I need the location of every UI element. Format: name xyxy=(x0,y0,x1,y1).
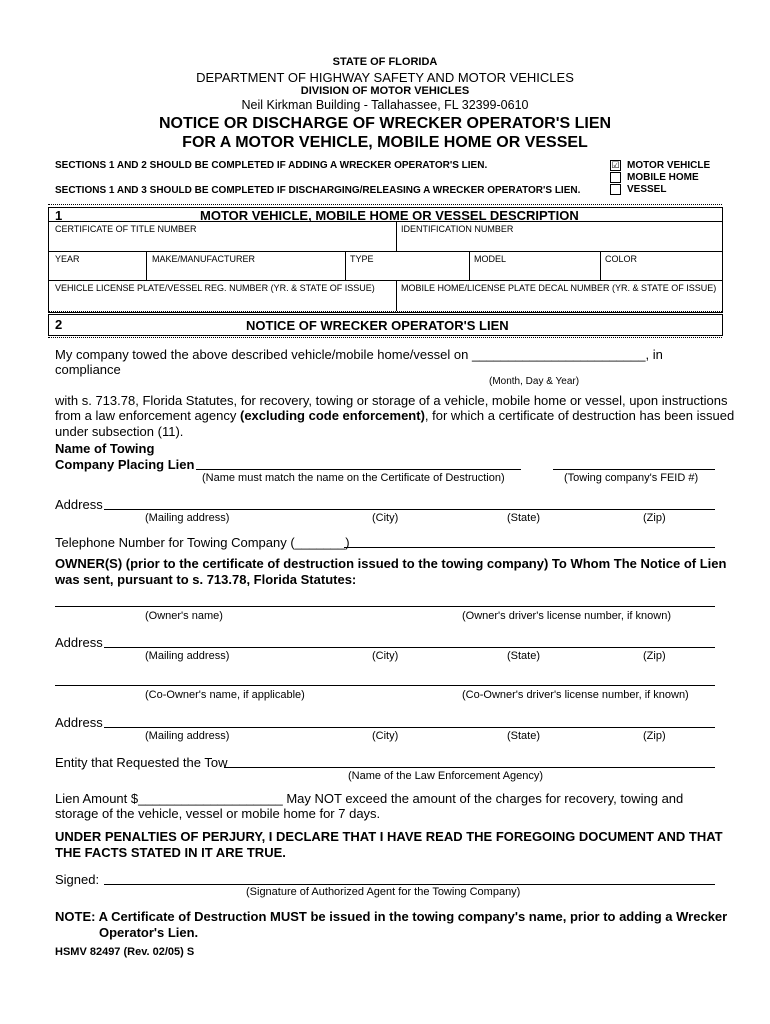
instruction-discharging: SECTIONS 1 AND 3 SHOULD BE COMPLETED IF DISCHARGING/RELEASING A WRECKER OPERATOR'S LIEN. xyxy=(55,185,581,196)
coowner-name-input[interactable] xyxy=(55,685,715,686)
motor-vehicle-label: MOTOR VEHICLE xyxy=(627,160,711,171)
vessel-label: VESSEL xyxy=(627,184,667,195)
title-cert-field[interactable]: CERTIFICATE OF TITLE NUMBER xyxy=(55,224,197,234)
lien-amount-line: Lien Amount $____________________ May NOT exceed the amount of the charges for recovery, towing and xyxy=(55,791,684,806)
owner-city-hint: (City) xyxy=(372,650,399,662)
coowner-address-label: Address xyxy=(55,715,103,730)
city-hint: (City) xyxy=(372,512,399,524)
section2-title: NOTICE OF WRECKER OPERATOR'S LIEN xyxy=(246,318,509,333)
form-title-line2: FOR A MOTOR VEHICLE, MOBILE HOME OR VESSEL xyxy=(182,134,588,151)
note-line2: Operator's Lien. xyxy=(99,925,199,940)
agency-hint: (Name of the Law Enforcement Agency) xyxy=(348,770,544,782)
telephone-input[interactable] xyxy=(344,547,715,548)
towed-statement: My company towed the above described vehicle/mobile home/vessel on ________________________, in xyxy=(55,347,663,362)
feid-input[interactable] xyxy=(553,469,715,470)
division-heading: DIVISION OF MOTOR VEHICLES xyxy=(300,85,470,97)
mobile-home-checkbox[interactable] xyxy=(610,172,621,183)
statute-line1: with s. 713.78, Florida Statutes, for recovery, towing or storage of a vehicle, mobile home or vessel, upon instructions xyxy=(55,393,728,408)
form-title-line1: NOTICE OR DISCHARGE OF WRECKER OPERATOR'S LIEN xyxy=(158,115,612,132)
coowner-city-hint: (City) xyxy=(372,730,399,742)
owner-address-label: Address xyxy=(55,635,103,650)
owners-heading-cont: was sent, pursuant to s. 713.78, Florida Statutes: xyxy=(55,572,357,587)
section2-number: 2 xyxy=(55,317,63,332)
zip-hint: (Zip) xyxy=(643,512,666,524)
section1-title: MOTOR VEHICLE, MOBILE HOME OR VESSEL DESCRIPTION xyxy=(200,208,579,223)
plate-field[interactable]: VEHICLE LICENSE PLATE/VESSEL REG. NUMBER (YR. & STATE OF ISSUE) xyxy=(55,283,375,293)
towing-name-label: Name of Towing xyxy=(55,441,155,456)
type-field[interactable]: TYPE xyxy=(350,254,374,264)
owner-name-input[interactable] xyxy=(55,606,715,607)
motor-vehicle-checkbox[interactable]: ☑ xyxy=(611,160,620,170)
coowner-address-input[interactable] xyxy=(104,727,715,728)
state-hint: (State) xyxy=(507,512,541,524)
color-field[interactable]: COLOR xyxy=(605,254,638,264)
entity-label: Entity that Requested the Tow xyxy=(55,755,228,770)
coowner-license-hint: (Co-Owner's driver's license number, if known) xyxy=(462,689,689,701)
note-line1: NOTE: A Certificate of Destruction MUST be issued in the towing company's name, prior to adding a Wrecker xyxy=(55,909,728,924)
owner-mailing-hint: (Mailing address) xyxy=(145,650,230,662)
entity-input[interactable] xyxy=(224,767,715,768)
make-field[interactable]: MAKE/MANUFACTURER xyxy=(152,254,256,264)
telephone-label: Telephone Number for Towing Company (_______) xyxy=(55,535,350,550)
towed-statement-cont: compliance xyxy=(55,362,121,377)
owner-address-input[interactable] xyxy=(104,647,715,648)
perjury-statement-cont: THE FACTS STATED IN IT ARE TRUE. xyxy=(55,845,286,860)
owners-heading: OWNER(S) (prior to the certificate of destruction issued to the towing company) To Whom The Notice of Lien xyxy=(55,556,727,571)
coowner-zip-hint: (Zip) xyxy=(643,730,666,742)
towing-address-input[interactable] xyxy=(104,509,715,510)
owner-zip-hint: (Zip) xyxy=(643,650,666,662)
vessel-checkbox[interactable] xyxy=(610,184,621,195)
state-heading: STATE OF FLORIDA xyxy=(332,56,438,68)
coowner-state-hint: (State) xyxy=(507,730,541,742)
towing-name-input[interactable] xyxy=(196,469,521,470)
owner-state-hint: (State) xyxy=(507,650,541,662)
coowner-name-hint: (Co-Owner's name, if applicable) xyxy=(145,689,305,701)
perjury-statement: UNDER PENALTIES OF PERJURY, I DECLARE THAT I HAVE READ THE FOREGOING DOCUMENT AND THAT xyxy=(55,829,723,844)
decal-field[interactable]: MOBILE HOME/LICENSE PLATE DECAL NUMBER (YR. & STATE OF ISSUE) xyxy=(401,283,717,293)
signed-label: Signed: xyxy=(55,872,100,887)
id-number-field[interactable]: IDENTIFICATION NUMBER xyxy=(401,224,514,234)
towing-name-label-cont: Company Placing Lien xyxy=(55,457,195,472)
signature-input[interactable] xyxy=(104,884,715,885)
form-number: HSMV 82497 (Rev. 02/05) S xyxy=(55,946,195,958)
owner-name-hint: (Owner's name) xyxy=(145,610,223,622)
model-field[interactable]: MODEL xyxy=(474,254,507,264)
year-field[interactable]: YEAR xyxy=(55,254,80,264)
feid-hint: (Towing company's FEID #) xyxy=(564,472,699,484)
statute-line2: from a law enforcement agency (excluding code enforcement), for which a certificate of destruction has been issued xyxy=(55,408,735,423)
mobile-home-label: MOBILE HOME xyxy=(627,172,699,183)
department-address: Neil Kirkman Building - Tallahassee, FL 32399-0610 xyxy=(241,98,529,112)
towing-address-label: Address xyxy=(55,497,103,512)
lien-amount-line-cont: storage of the vehicle, vessel or mobile home for 7 days. xyxy=(55,806,381,821)
mailing-hint: (Mailing address) xyxy=(145,512,230,524)
signature-hint: (Signature of Authorized Agent for the Towing Company) xyxy=(246,886,521,898)
towing-name-hint: (Name must match the name on the Certificate of Destruction) xyxy=(202,472,505,484)
date-hint: (Month, Day & Year) xyxy=(489,376,580,387)
section1-number: 1 xyxy=(55,208,63,223)
owner-license-hint: (Owner's driver's license number, if known) xyxy=(462,610,671,622)
department-heading: DEPARTMENT OF HIGHWAY SAFETY AND MOTOR VEHICLES xyxy=(196,70,574,85)
instruction-adding: SECTIONS 1 AND 2 SHOULD BE COMPLETED IF ADDING A WRECKER OPERATOR'S LIEN. xyxy=(55,160,488,171)
coowner-mailing-hint: (Mailing address) xyxy=(145,730,230,742)
statute-line3: under subsection (11). xyxy=(55,424,184,439)
